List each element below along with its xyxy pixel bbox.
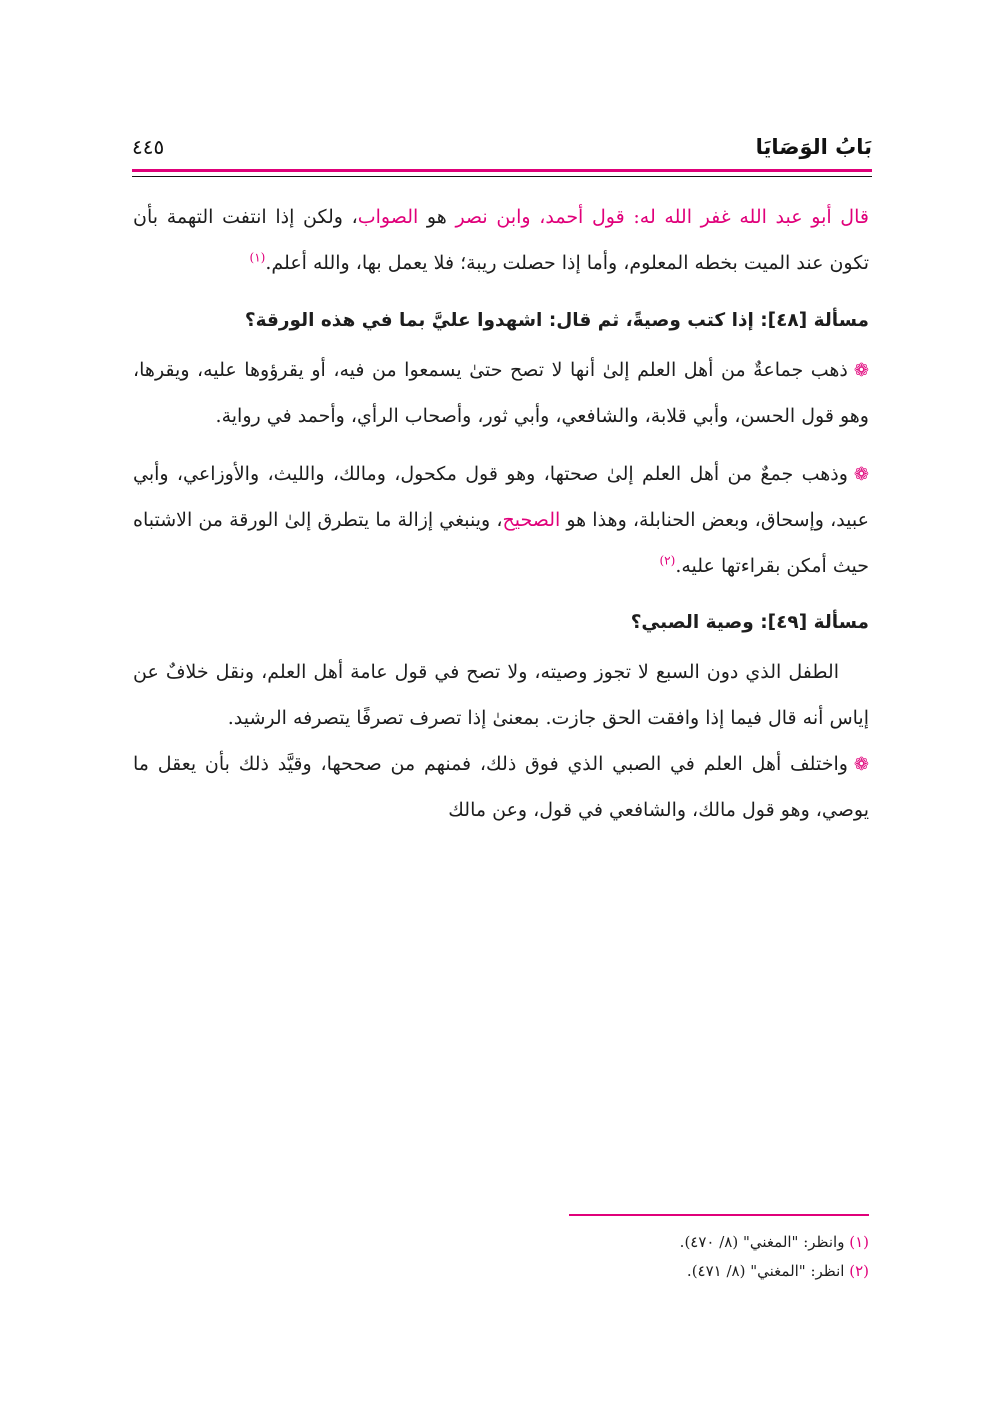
highlight-sawab: الصواب — [357, 206, 419, 228]
flower-bullet-icon: ❁ — [853, 359, 869, 381]
paragraph-older-child — [133, 742, 869, 834]
footnote-1 — [133, 1228, 869, 1257]
text-span: ، وينبغي إزالة ما يتطرق إلىٰ الورقة من الاشتباه حيث أمكن بقراءتها عليه. — [133, 508, 869, 577]
text-span: وذهب جمعٌ من أهل العلم إلىٰ صحتها، وهو قول مكحول، ومالك، والليث، والأوزاعي، وأبي عبيد، وإسحاق، وبعض الحنابلة، وهذا هو — [133, 462, 869, 531]
text-span: الطفل الذي دون السبع لا تجوز وصيته، ولا تصح في قول عامة أهل العلم، ونقل خلافٌ عن إياس أنه قال فيما إذا وافقت الحق جازت. بمعنىٰ إذا تصرف تصرفًا يتصرفه الرشيد. — [133, 661, 869, 730]
chapter-title: بَابُ الوَصَايَا — [755, 135, 872, 159]
highlight-opinion: قول أحمد، وابن نصر — [455, 206, 625, 228]
footnote-2 — [133, 1257, 869, 1286]
footnote-number: (١) — [849, 1233, 869, 1251]
header-rule — [132, 176, 872, 177]
footnote-number: (٢) — [849, 1262, 869, 1281]
issue-heading-48: مسألة [٤٨]: إذا كتب وصيةً، ثم قال: اشهدوا عليَّ بما في هذه الورقة؟ — [244, 309, 869, 331]
footnote-text: انظر: "المغني" (٨/ ٤٧١). — [686, 1262, 850, 1281]
text-span: واختلف أهل العلم في الصبي الذي فوق ذلك، فمنهم من صححها، وقيَّد ذلك بأن يعقل ما يوصي، وهو قول مالك، والشافعي في قول، وعن مالك — [133, 753, 869, 822]
main-text — [133, 195, 869, 834]
flower-bullet-icon: ❁ — [853, 463, 869, 485]
running-head — [132, 126, 872, 168]
header-rule-accent — [132, 169, 872, 172]
paragraph-first-view — [133, 348, 869, 440]
paragraph-second-view — [133, 452, 869, 590]
footnote-ref-2[interactable]: (٢) — [659, 553, 676, 568]
footnote-separator — [569, 1214, 869, 1216]
author-intro: قال أبو عبد الله غفر الله له: — [624, 206, 869, 228]
text-span: ، ولكن إذا انتفت التهمة بأن تكون عند الميت بخطه المعلوم، وأما إذا حصلت ريبة؛ فلا يعمل بها، والله أعلم. — [133, 206, 869, 274]
paragraph-author-opinion — [133, 195, 869, 287]
text-span: هو — [418, 206, 456, 228]
flower-bullet-icon: ❁ — [853, 754, 869, 776]
page-number: ٤٤٥ — [132, 135, 165, 159]
footnote-text: وانظر: "المغني" (٨/ ٤٧٠). — [679, 1233, 850, 1251]
issue-heading-49: مسألة [٤٩]: وصية الصبي؟ — [630, 612, 869, 634]
text-span: ذهب جماعةٌ من أهل العلم إلىٰ أنها لا تصح حتىٰ يسمعوا من فيه، أو يقرؤوها عليه، ويقرها، وهو قول الحسن، وأبي قلابة، والشافعي، وأبي ثور، وأصحاب الرأي، وأحمد في رواية. — [133, 358, 869, 427]
highlight-sahih: الصحيح — [502, 508, 561, 531]
footnotes — [133, 1228, 869, 1287]
paragraph-child-will — [133, 650, 869, 742]
footnote-ref-1[interactable]: (١) — [249, 250, 266, 265]
